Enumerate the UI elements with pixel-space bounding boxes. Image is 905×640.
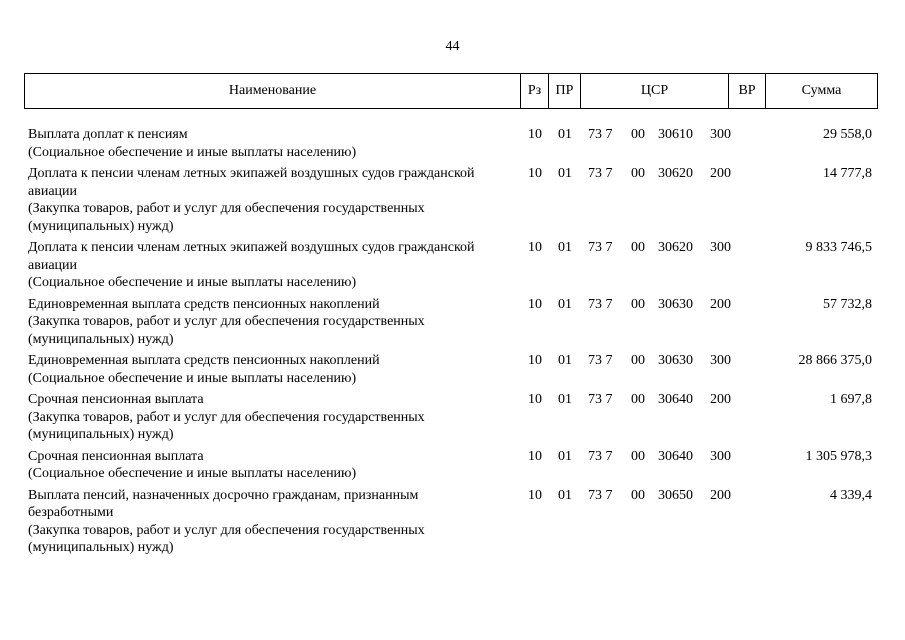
- row-sum: 14 777,8: [823, 166, 872, 181]
- row-name-line: (Социальное обеспечение и иные выплаты населению): [28, 466, 357, 481]
- row-name-line: Доплата к пенсии членам летных экипажей воздушных судов гражданской: [28, 166, 475, 181]
- row-pr: 01: [558, 296, 572, 312]
- row-name-line: (муниципальных) нужд): [28, 540, 174, 555]
- row-name: [28, 448, 518, 483]
- row-name-line: Доплата к пенсии членам летных экипажей воздушных судов гражданской: [28, 240, 475, 255]
- row-vr: 300: [710, 448, 731, 464]
- page-number: 44: [445, 39, 460, 54]
- row-name: [28, 487, 518, 557]
- header-vr: ВР: [728, 74, 765, 108]
- row-rz: 10: [528, 127, 542, 142]
- row-name-line: (муниципальных) нужд): [28, 218, 174, 234]
- row-name-line: безработными: [28, 505, 114, 520]
- row-name-line: (Социальное обеспечение и иные выплаты населению): [28, 275, 357, 290]
- row-vr: 300: [710, 127, 731, 142]
- row-vr: 200: [710, 296, 731, 312]
- row-name-line: (муниципальных) нужд): [28, 331, 174, 347]
- row-name-line: (Закупка товаров, работ и услуг для обеспечения государственных: [28, 409, 425, 425]
- row-csr-2: 00: [631, 448, 645, 464]
- row-pr: 01: [558, 166, 572, 181]
- row-csr-3: 30610: [658, 127, 693, 142]
- row-csr-2: 00: [631, 127, 645, 142]
- row-sum: 28 866 375,0: [798, 353, 872, 368]
- row-vr: 200: [710, 392, 731, 407]
- table-header: [24, 73, 878, 109]
- row-rz: 10: [528, 166, 542, 181]
- row-rz: 10: [528, 353, 542, 368]
- table-body: [28, 126, 878, 561]
- row-sum: 1 305 978,3: [805, 448, 872, 464]
- row-rz: 10: [528, 392, 542, 407]
- row-pr: 01: [558, 392, 572, 407]
- row-vr: 200: [710, 487, 731, 503]
- row-name-line: Срочная пенсионная выплата: [28, 448, 204, 464]
- row-name-line: Единовременная выплата средств пенсионных накоплений: [28, 353, 380, 368]
- row-csr-3: 30650: [658, 487, 693, 503]
- table-row: [28, 391, 878, 444]
- row-vr: 300: [710, 240, 731, 255]
- row-vr: 300: [710, 353, 731, 368]
- row-pr: 01: [558, 448, 572, 464]
- row-name: [28, 126, 518, 161]
- table-row: [28, 448, 878, 483]
- header-rz: Рз: [520, 74, 548, 108]
- row-name-line: авиации: [28, 183, 78, 199]
- table-row: [28, 487, 878, 557]
- row-name-line: (Закупка товаров, работ и услуг для обеспечения государственных: [28, 522, 425, 538]
- header-pr: ПР: [548, 74, 580, 108]
- row-name: [28, 352, 518, 387]
- row-name-line: (Закупка товаров, работ и услуг для обеспечения государственных: [28, 201, 425, 216]
- row-pr: 01: [558, 487, 572, 503]
- row-name-line: Выплата доплат к пенсиям: [28, 127, 188, 142]
- header-name: Наименование: [228, 83, 317, 98]
- header-sum: Сумма: [765, 74, 877, 108]
- row-name-line: (Закупка товаров, работ и услуг для обеспечения государственных: [28, 314, 425, 329]
- row-sum: 4 339,4: [830, 487, 872, 503]
- header-csr: ЦСР: [580, 74, 728, 108]
- row-csr-2: 00: [631, 240, 645, 255]
- row-csr-3: 30640: [658, 448, 693, 464]
- row-pr: 01: [558, 127, 572, 142]
- row-name-line: (Социальное обеспечение и иные выплаты населению): [28, 370, 357, 386]
- row-csr-1: 73 7: [588, 392, 613, 407]
- row-csr-1: 73 7: [588, 448, 613, 464]
- row-name-line: авиации: [28, 257, 78, 273]
- row-rz: 10: [528, 296, 542, 312]
- row-name: [28, 296, 518, 349]
- row-name-line: Срочная пенсионная выплата: [28, 392, 204, 407]
- row-csr-1: 73 7: [588, 127, 613, 142]
- row-csr-2: 00: [631, 353, 645, 368]
- row-name-line: Выплата пенсий, назначенных досрочно гражданам, признанным: [28, 487, 419, 503]
- row-name-line: (муниципальных) нужд): [28, 427, 174, 442]
- row-sum: 9 833 746,5: [805, 240, 872, 255]
- row-csr-1: 73 7: [588, 240, 613, 255]
- row-csr-2: 00: [631, 296, 645, 312]
- row-sum: 57 732,8: [823, 296, 872, 312]
- row-name: [28, 391, 518, 444]
- row-csr-1: 73 7: [588, 296, 613, 312]
- row-csr-2: 00: [631, 166, 645, 181]
- row-csr-1: 73 7: [588, 353, 613, 368]
- row-csr-2: 00: [631, 487, 645, 503]
- row-pr: 01: [558, 240, 572, 255]
- table-row: [28, 239, 878, 292]
- row-sum: 29 558,0: [823, 127, 872, 142]
- row-rz: 10: [528, 487, 542, 503]
- row-name: [28, 239, 518, 292]
- row-name-line: Единовременная выплата средств пенсионных накоплений: [28, 296, 380, 312]
- row-csr-3: 30630: [658, 353, 693, 368]
- table-row: [28, 165, 878, 235]
- table-row: [28, 352, 878, 387]
- table-row: [28, 296, 878, 349]
- row-csr-3: 30630: [658, 296, 693, 312]
- row-csr-2: 00: [631, 392, 645, 407]
- row-sum: 1 697,8: [830, 392, 872, 407]
- row-csr-3: 30640: [658, 392, 693, 407]
- row-csr-1: 73 7: [588, 487, 613, 503]
- row-csr-3: 30620: [658, 166, 693, 181]
- row-name-line: (Социальное обеспечение и иные выплаты населению): [28, 144, 357, 160]
- table-row: [28, 126, 878, 161]
- row-pr: 01: [558, 353, 572, 368]
- row-csr-1: 73 7: [588, 166, 613, 181]
- row-rz: 10: [528, 240, 542, 255]
- row-rz: 10: [528, 448, 542, 464]
- row-csr-3: 30620: [658, 240, 693, 255]
- row-name: [28, 165, 518, 235]
- row-vr: 200: [710, 166, 731, 181]
